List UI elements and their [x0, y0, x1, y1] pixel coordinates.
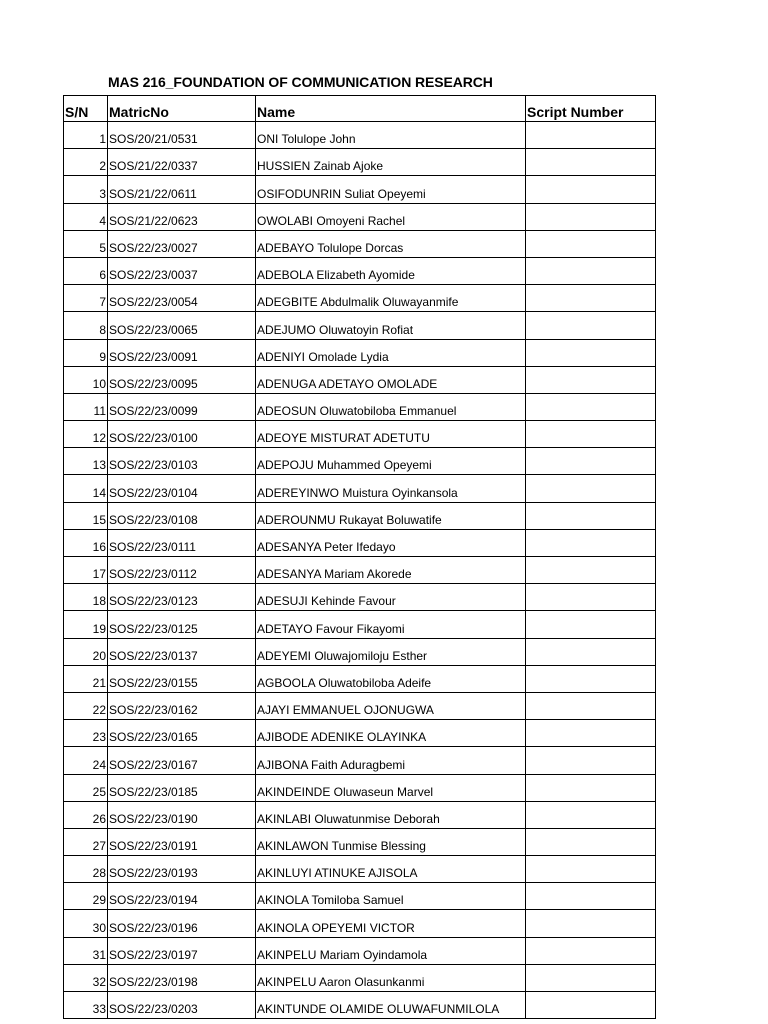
- script-number-cell: [526, 856, 656, 883]
- student-name-cell: AJIBONA Faith Aduragbemi: [256, 747, 526, 774]
- matric-number-cell: SOS/22/23/0027: [108, 230, 256, 257]
- serial-number-cell: 7: [64, 285, 108, 312]
- matric-number-cell: SOS/22/23/0112: [108, 557, 256, 584]
- table-row: [64, 801, 656, 828]
- table-row: [64, 774, 656, 801]
- student-name-cell: ADETAYO Favour Fikayomi: [256, 611, 526, 638]
- table-row: [64, 584, 656, 611]
- script-number-cell: [526, 149, 656, 176]
- script-number-cell: [526, 692, 656, 719]
- table-row: [64, 856, 656, 883]
- script-number-cell: [526, 285, 656, 312]
- script-number-cell: [526, 421, 656, 448]
- table-row: [64, 176, 656, 203]
- serial-number-cell: 11: [64, 393, 108, 420]
- matric-number-cell: SOS/22/23/0196: [108, 910, 256, 937]
- script-number-cell: [526, 883, 656, 910]
- script-number-cell: [526, 230, 656, 257]
- matric-number-cell: SOS/22/23/0165: [108, 720, 256, 747]
- serial-number-cell: 12: [64, 421, 108, 448]
- student-name-cell: ADEREYINWO Muistura Oyinkansola: [256, 475, 526, 502]
- table-row: [64, 393, 656, 420]
- matric-number-cell: SOS/22/23/0191: [108, 828, 256, 855]
- matric-number-cell: SOS/21/22/0337: [108, 149, 256, 176]
- student-name-cell: ADEGBITE Abdulmalik Oluwayanmife: [256, 285, 526, 312]
- student-name-cell: AJIBODE ADENIKE OLAYINKA: [256, 720, 526, 747]
- table-row: [64, 557, 656, 584]
- table-row: [64, 122, 656, 149]
- table-row: [64, 692, 656, 719]
- serial-number-cell: 29: [64, 883, 108, 910]
- matric-number-cell: SOS/22/23/0125: [108, 611, 256, 638]
- matric-number-cell: SOS/22/23/0095: [108, 366, 256, 393]
- serial-number-cell: 3: [64, 176, 108, 203]
- script-number-cell: [526, 176, 656, 203]
- serial-number-cell: 13: [64, 448, 108, 475]
- script-number-cell: [526, 774, 656, 801]
- table-row: [64, 149, 656, 176]
- student-name-cell: ONI Tolulope John: [256, 122, 526, 149]
- header-row: [64, 96, 656, 122]
- header-matric-no: MatricNo: [108, 96, 256, 122]
- table-row: [64, 992, 656, 1019]
- script-number-cell: [526, 638, 656, 665]
- serial-number-cell: 2: [64, 149, 108, 176]
- table-row: [64, 910, 656, 937]
- serial-number-cell: 17: [64, 557, 108, 584]
- student-name-cell: AKINTUNDE OLAMIDE OLUWAFUNMILOLA: [256, 992, 526, 1019]
- matric-number-cell: SOS/22/23/0091: [108, 339, 256, 366]
- table-row: [64, 937, 656, 964]
- script-number-cell: [526, 312, 656, 339]
- matric-number-cell: SOS/22/23/0167: [108, 747, 256, 774]
- script-number-cell: [526, 801, 656, 828]
- table-row: [64, 964, 656, 991]
- script-number-cell: [526, 203, 656, 230]
- serial-number-cell: 8: [64, 312, 108, 339]
- matric-number-cell: SOS/22/23/0099: [108, 393, 256, 420]
- header-script-number: Script Number: [526, 96, 656, 122]
- table-row: [64, 230, 656, 257]
- serial-number-cell: 18: [64, 584, 108, 611]
- table-row: [64, 720, 656, 747]
- serial-number-cell: 21: [64, 665, 108, 692]
- table-row: [64, 285, 656, 312]
- student-name-cell: HUSSIEN Zainab Ajoke: [256, 149, 526, 176]
- matric-number-cell: SOS/22/23/0203: [108, 992, 256, 1019]
- matric-number-cell: SOS/22/23/0111: [108, 529, 256, 556]
- student-name-cell: OSIFODUNRIN Suliat Opeyemi: [256, 176, 526, 203]
- matric-number-cell: SOS/22/23/0104: [108, 475, 256, 502]
- serial-number-cell: 31: [64, 937, 108, 964]
- student-name-cell: ADESUJI Kehinde Favour: [256, 584, 526, 611]
- matric-number-cell: SOS/22/23/0137: [108, 638, 256, 665]
- script-number-cell: [526, 720, 656, 747]
- table-row: [64, 828, 656, 855]
- table-row: [64, 638, 656, 665]
- table-row: [64, 502, 656, 529]
- student-name-cell: ADENUGA ADETAYO OMOLADE: [256, 366, 526, 393]
- student-name-cell: ADEOSUN Oluwatobiloba Emmanuel: [256, 393, 526, 420]
- script-number-cell: [526, 122, 656, 149]
- student-name-cell: ADEPOJU Muhammed Opeyemi: [256, 448, 526, 475]
- serial-number-cell: 14: [64, 475, 108, 502]
- student-name-cell: ADESANYA Mariam Akorede: [256, 557, 526, 584]
- student-name-cell: AKINOLA OPEYEMI VICTOR: [256, 910, 526, 937]
- student-name-cell: ADEBAYO Tolulope Dorcas: [256, 230, 526, 257]
- table-row: [64, 747, 656, 774]
- matric-number-cell: SOS/22/23/0037: [108, 257, 256, 284]
- matric-number-cell: SOS/22/23/0190: [108, 801, 256, 828]
- matric-number-cell: SOS/22/23/0197: [108, 937, 256, 964]
- table-row: [64, 366, 656, 393]
- serial-number-cell: 10: [64, 366, 108, 393]
- student-name-cell: AKINLABI Oluwatunmise Deborah: [256, 801, 526, 828]
- script-number-cell: [526, 475, 656, 502]
- student-name-cell: ADEYEMI Oluwajomiloju Esther: [256, 638, 526, 665]
- document-title: MAS 216_FOUNDATION OF COMMUNICATION RESEARCH: [108, 74, 493, 90]
- matric-number-cell: SOS/22/23/0155: [108, 665, 256, 692]
- serial-number-cell: 28: [64, 856, 108, 883]
- matric-number-cell: SOS/21/22/0623: [108, 203, 256, 230]
- script-number-cell: [526, 937, 656, 964]
- table-row: [64, 312, 656, 339]
- matric-number-cell: SOS/22/23/0103: [108, 448, 256, 475]
- header-sn: S/N: [64, 96, 108, 122]
- student-name-cell: ADEOYE MISTURAT ADETUTU: [256, 421, 526, 448]
- script-number-cell: [526, 992, 656, 1019]
- script-number-cell: [526, 502, 656, 529]
- student-name-cell: ADESANYA Peter Ifedayo: [256, 529, 526, 556]
- student-name-cell: ADEBOLA Elizabeth Ayomide: [256, 257, 526, 284]
- serial-number-cell: 20: [64, 638, 108, 665]
- student-name-cell: AJAYI EMMANUEL OJONUGWA: [256, 692, 526, 719]
- matric-number-cell: SOS/22/23/0194: [108, 883, 256, 910]
- script-number-cell: [526, 910, 656, 937]
- serial-number-cell: 16: [64, 529, 108, 556]
- table-body: [64, 122, 656, 1019]
- serial-number-cell: 30: [64, 910, 108, 937]
- serial-number-cell: 26: [64, 801, 108, 828]
- serial-number-cell: 33: [64, 992, 108, 1019]
- student-name-cell: AKINDEINDE Oluwaseun Marvel: [256, 774, 526, 801]
- script-number-cell: [526, 665, 656, 692]
- matric-number-cell: SOS/22/23/0100: [108, 421, 256, 448]
- table-row: [64, 448, 656, 475]
- student-name-cell: ADENIYI Omolade Lydia: [256, 339, 526, 366]
- table-row: [64, 203, 656, 230]
- matric-number-cell: SOS/22/23/0198: [108, 964, 256, 991]
- student-name-cell: OWOLABI Omoyeni Rachel: [256, 203, 526, 230]
- student-name-cell: AKINLAWON Tunmise Blessing: [256, 828, 526, 855]
- header-name: Name: [256, 96, 526, 122]
- serial-number-cell: 6: [64, 257, 108, 284]
- serial-number-cell: 9: [64, 339, 108, 366]
- script-number-cell: [526, 366, 656, 393]
- student-name-cell: AKINLUYI ATINUKE AJISOLA: [256, 856, 526, 883]
- serial-number-cell: 5: [64, 230, 108, 257]
- script-number-cell: [526, 257, 656, 284]
- script-number-cell: [526, 529, 656, 556]
- student-name-cell: ADEROUNMU Rukayat Boluwatife: [256, 502, 526, 529]
- student-roster-table: [63, 95, 656, 1019]
- serial-number-cell: 32: [64, 964, 108, 991]
- table-row: [64, 257, 656, 284]
- serial-number-cell: 27: [64, 828, 108, 855]
- table-row: [64, 475, 656, 502]
- script-number-cell: [526, 611, 656, 638]
- matric-number-cell: SOS/22/23/0108: [108, 502, 256, 529]
- serial-number-cell: 25: [64, 774, 108, 801]
- serial-number-cell: 23: [64, 720, 108, 747]
- script-number-cell: [526, 828, 656, 855]
- serial-number-cell: 1: [64, 122, 108, 149]
- script-number-cell: [526, 448, 656, 475]
- script-number-cell: [526, 393, 656, 420]
- student-name-cell: AKINPELU Aaron Olasunkanmi: [256, 964, 526, 991]
- table-row: [64, 883, 656, 910]
- matric-number-cell: SOS/22/23/0185: [108, 774, 256, 801]
- student-name-cell: ADEJUMO Oluwatoyin Rofiat: [256, 312, 526, 339]
- serial-number-cell: 15: [64, 502, 108, 529]
- student-name-cell: AKINPELU Mariam Oyindamola: [256, 937, 526, 964]
- script-number-cell: [526, 747, 656, 774]
- table-row: [64, 421, 656, 448]
- script-number-cell: [526, 584, 656, 611]
- script-number-cell: [526, 964, 656, 991]
- matric-number-cell: SOS/20/21/0531: [108, 122, 256, 149]
- table-row: [64, 529, 656, 556]
- matric-number-cell: SOS/22/23/0065: [108, 312, 256, 339]
- table-row: [64, 665, 656, 692]
- serial-number-cell: 4: [64, 203, 108, 230]
- matric-number-cell: SOS/22/23/0054: [108, 285, 256, 312]
- serial-number-cell: 19: [64, 611, 108, 638]
- matric-number-cell: SOS/22/23/0162: [108, 692, 256, 719]
- script-number-cell: [526, 557, 656, 584]
- script-number-cell: [526, 339, 656, 366]
- serial-number-cell: 24: [64, 747, 108, 774]
- table-row: [64, 611, 656, 638]
- matric-number-cell: SOS/22/23/0193: [108, 856, 256, 883]
- matric-number-cell: SOS/22/23/0123: [108, 584, 256, 611]
- student-name-cell: AKINOLA Tomiloba Samuel: [256, 883, 526, 910]
- student-name-cell: AGBOOLA Oluwatobiloba Adeife: [256, 665, 526, 692]
- table-row: [64, 339, 656, 366]
- serial-number-cell: 22: [64, 692, 108, 719]
- matric-number-cell: SOS/21/22/0611: [108, 176, 256, 203]
